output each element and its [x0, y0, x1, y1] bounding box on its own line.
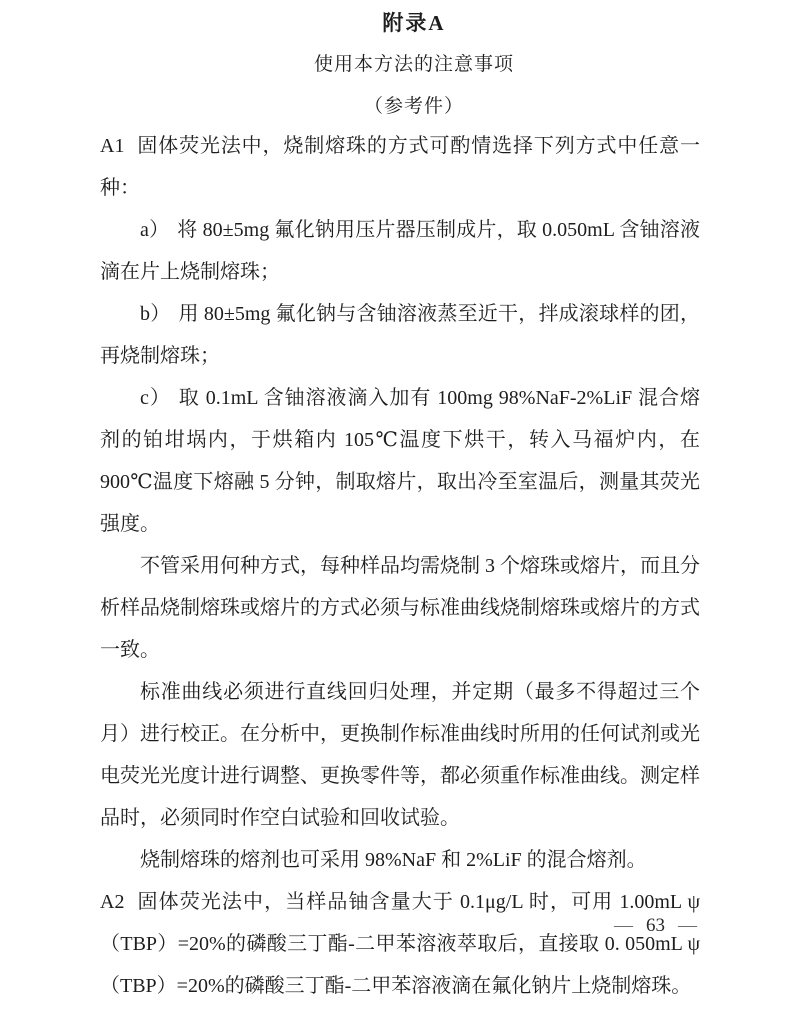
paragraph-flux-alternative	[100, 839, 700, 881]
document-header	[100, 8, 700, 122]
list-item-b-marker: b）	[140, 303, 171, 325]
clause-a2-text: 固体荧光法中，当样品铀含量大于 0.1μg/L 时，可用 1.00mL ψ（TBP）=20%的磷酸三丁酯-二甲苯溶液萃取后，直接取 0. 050mL ψ（TBP）=20%的磷酸三丁酯-二甲苯溶液滴在氟化钠片上烧制熔珠。	[100, 891, 700, 997]
list-item-b-text: 用 80±5mg 氟化钠与含铀溶液蒸至近干，拌成滚球样的团，再烧制熔珠；	[100, 303, 700, 367]
list-item-a-text: 将 80±5mg 氟化钠用压片器压制成片，取 0.050mL 含铀溶液滴在片上烧制熔珠；	[100, 219, 700, 283]
list-item-a-marker: a）	[140, 219, 170, 241]
clause-a2-label: A2	[100, 891, 125, 913]
list-item-b	[100, 293, 700, 377]
clause-a1-text: 固体荧光法中，烧制熔珠的方式可酌情选择下列方式中任意一种：	[100, 135, 700, 199]
paragraph-burn-count	[100, 545, 700, 671]
paragraph-flux-alternative-text: 烧制熔珠的熔剂也可采用 98%NaF 和 2%LiF 的混合熔剂。	[140, 849, 647, 871]
paragraph-standard-curve	[100, 671, 700, 839]
footer-dash-right: —	[678, 915, 697, 936]
page-footer	[614, 912, 697, 940]
document-subtitle: 使用本方法的注意事项	[313, 54, 514, 75]
document-body	[100, 125, 700, 1007]
clause-a2	[100, 881, 700, 1007]
paragraph-standard-curve-text: 标准曲线必须进行直线回归处理，并定期（最多不得超过三个月）进行校正。在分析中，更换制作标准曲线时所用的任何试剂或光电荧光光度计进行调整、更换零件等，都必须重作标准曲线。测定样品时，必须同时作空白试验和回收试验。	[100, 681, 700, 829]
footer-dash-left: —	[614, 915, 633, 936]
list-item-c-marker: c）	[140, 387, 171, 409]
list-item-c-text: 取 0.1mL 含铀溶液滴入加有 100mg 98%NaF-2%LiF 混合熔剂的铂坩埚内，于烘箱内 105℃温度下烘干，转入马福炉内，在 900℃温度下熔融 5 分钟，制取熔片，取出冷至室温后，测量其荧光强度。	[100, 387, 700, 535]
clause-a1	[100, 125, 700, 209]
list-item-a	[100, 209, 700, 293]
text-column	[100, 8, 700, 1007]
clause-a1-label: A1	[100, 135, 125, 157]
appendix-title: 附录A	[382, 11, 446, 35]
list-item-c	[100, 377, 700, 545]
reference-note: （参考件）	[363, 96, 464, 117]
page-number: 63	[646, 915, 665, 936]
paragraph-burn-count-text: 不管采用何种方式，每种样品均需烧制 3 个熔珠或熔片，而且分析样品烧制熔珠或熔片的方式必须与标准曲线烧制熔珠或熔片的方式一致。	[100, 555, 700, 661]
